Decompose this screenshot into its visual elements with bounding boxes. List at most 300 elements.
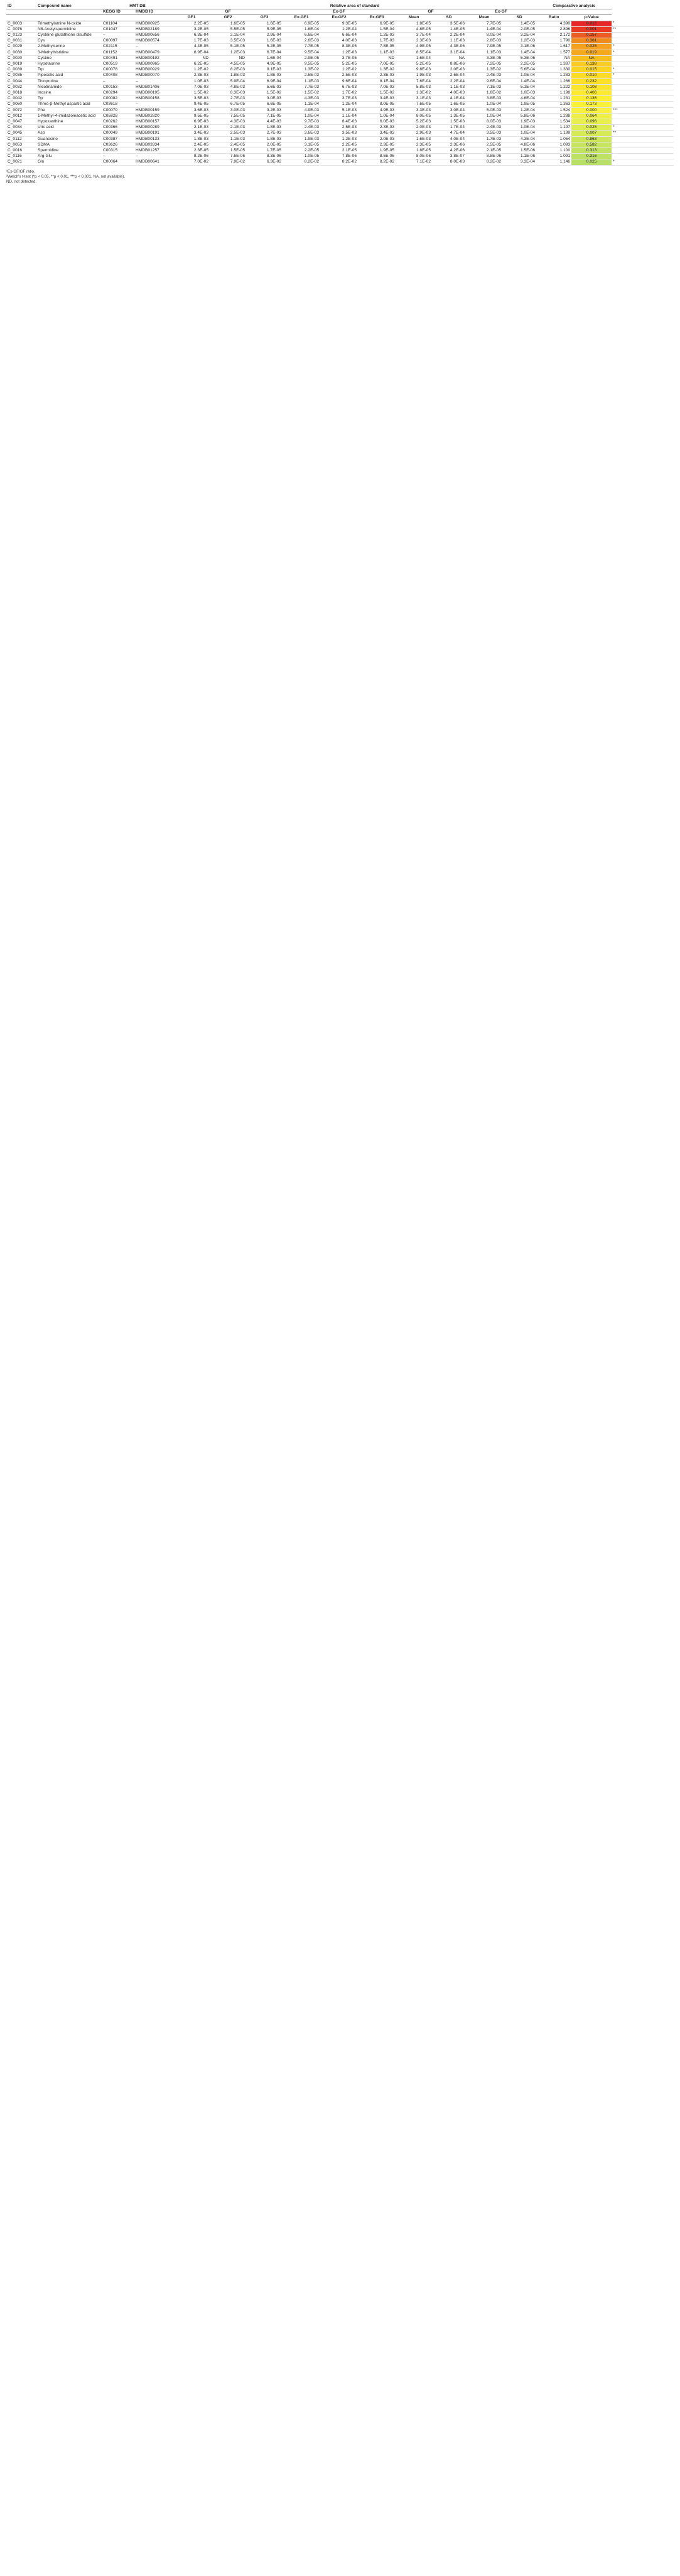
cell-value: 4.6E-04 xyxy=(502,96,536,102)
cell-value: 1.288 xyxy=(536,113,571,119)
header-relative-area: Relative area of standard xyxy=(173,4,536,9)
cell-compound: Nicotinamide xyxy=(36,84,102,90)
cell-hmdb: HMDB00157 xyxy=(134,119,173,125)
header-exgf-group: Ex-GF xyxy=(283,9,396,15)
cell-kegg: – xyxy=(102,33,134,38)
header-gf-summary: GF xyxy=(396,9,466,15)
cell-significance xyxy=(612,38,674,44)
cell-id: C_0123 xyxy=(6,33,36,38)
table-row xyxy=(6,44,674,50)
cell-value: 1.199 xyxy=(536,131,571,136)
cell-value: 7.0E-03 xyxy=(173,84,210,90)
cell-value: 2.3E-05 xyxy=(358,142,396,148)
cell-value: 3.0E-04 xyxy=(432,107,466,113)
cell-value: 1.1E-03 xyxy=(358,50,396,55)
cell-value: 2.0E-03 xyxy=(432,67,466,73)
cell-hmdb: HMDB03334 xyxy=(134,142,173,148)
cell-value: 7.1E-03 xyxy=(466,84,502,90)
cell-p-value: 0.001 xyxy=(571,26,612,32)
header-col-gf2: GF2 xyxy=(210,15,246,21)
cell-p-value: 0.313 xyxy=(571,148,612,154)
cell-hmdb: HMDB00925 xyxy=(134,21,173,26)
cell-compound: Threo-β-Methyl aspartic acid xyxy=(36,102,102,107)
cell-kegg: C00491 xyxy=(102,55,134,61)
cell-compound: Asp xyxy=(36,131,102,136)
cell-value: 1.3E-02 xyxy=(358,67,396,73)
cell-hmdb: HMDB00133 xyxy=(134,136,173,142)
cell-value: 4.9E-03 xyxy=(358,107,396,113)
cell-value: 1.7E-02 xyxy=(320,90,358,96)
cell-value: 3.8E-07 xyxy=(432,154,466,159)
cell-value: 2.1E-05 xyxy=(466,148,502,154)
cell-value: 1.0E-05 xyxy=(283,154,320,159)
header-col-ex-gf3: Ex-GF3 xyxy=(358,15,396,21)
cell-value: 1.2E-02 xyxy=(173,67,210,73)
cell-value: 6.3E-02 xyxy=(246,159,283,165)
cell-value: 6.9E-05 xyxy=(283,21,320,26)
cell-value: 8.0E-03 xyxy=(466,119,502,125)
cell-id: C_0021 xyxy=(6,159,36,165)
cell-p-value: 0.015 xyxy=(571,67,612,73)
cell-value: 1.0E-04 xyxy=(283,113,320,119)
cell-value: 2.5E-03 xyxy=(320,73,358,78)
cell-value: 5.6E-03 xyxy=(246,84,283,90)
cell-significance: * xyxy=(612,67,674,73)
cell-p-value: 0.316 xyxy=(571,154,612,159)
cell-value: 1.5E-02 xyxy=(358,90,396,96)
cell-value: 2.9E-05 xyxy=(283,55,320,61)
cell-value: 2.4E-03 xyxy=(283,125,320,131)
cell-value: 1.2E-04 xyxy=(320,102,358,107)
cell-value: 1.8E-05 xyxy=(396,148,432,154)
cell-value: 1.5E-05 xyxy=(210,148,246,154)
table-row xyxy=(6,50,674,55)
cell-compound: Tyr xyxy=(36,96,102,102)
cell-kegg: C00049 xyxy=(102,131,134,136)
cell-value: 3.4E-03 xyxy=(358,96,396,102)
cell-value: 1.0E-04 xyxy=(466,102,502,107)
cell-value: 1.0E-04 xyxy=(502,131,536,136)
cell-value: 9.5E-04 xyxy=(283,50,320,55)
cell-value: 3.6E-03 xyxy=(283,131,320,136)
cell-value: 2.3E-03 xyxy=(173,73,210,78)
header-comparative: Comparative analysis xyxy=(536,4,612,9)
cell-significance xyxy=(612,84,674,90)
cell-value: 5.0E-03 xyxy=(466,107,502,113)
cell-value: 1.1E-06 xyxy=(502,154,536,159)
cell-value: 2.3E-06 xyxy=(432,142,466,148)
table-page xyxy=(6,0,674,185)
cell-value: 9.8E-03 xyxy=(396,67,432,73)
header-col-ratio: Ratio xyxy=(536,15,571,21)
cell-value: 1.231 xyxy=(536,96,571,102)
cell-kegg: C03626 xyxy=(102,142,134,148)
cell-value: 1.2E-03 xyxy=(358,33,396,38)
cell-hmdb: HMDB02820 xyxy=(134,113,173,119)
cell-value: 8.0E-04 xyxy=(466,33,502,38)
cell-hmdb: HMDB02189 xyxy=(134,26,173,32)
cell-value: 3.7E-04 xyxy=(396,33,432,38)
cell-id: C_0112 xyxy=(6,136,36,142)
cell-value: 1.577 xyxy=(536,50,571,55)
cell-value: 3.4E-03 xyxy=(358,131,396,136)
cell-p-value: NA xyxy=(571,55,612,61)
cell-value: 1.4E-04 xyxy=(502,78,536,84)
cell-value: 4.8E-03 xyxy=(210,84,246,90)
cell-value: 6.6E-05 xyxy=(246,102,283,107)
cell-p-value: 0.138 xyxy=(571,62,612,67)
header-col-mean: Mean xyxy=(466,15,502,21)
header-col-gf1: GF1 xyxy=(173,15,210,21)
cell-value: 2.9E-04 xyxy=(246,33,283,38)
cell-compound: Phe xyxy=(36,107,102,113)
cell-value: 2.5E-03 xyxy=(320,125,358,131)
cell-value: 7.7E-03 xyxy=(283,84,320,90)
cell-value: 3.2E-03 xyxy=(246,107,283,113)
cell-value: 7.8E-06 xyxy=(320,154,358,159)
cell-value: 2.896 xyxy=(536,26,571,32)
cell-value: 1.9E-03 xyxy=(396,73,432,78)
cell-value: 2.9E-03 xyxy=(396,131,432,136)
cell-value: 1.1E-04 xyxy=(320,113,358,119)
cell-value: 8.0E-06 xyxy=(396,154,432,159)
cell-hmdb: HMDB00574 xyxy=(134,38,173,44)
cell-hmdb: HMDB00158 xyxy=(134,96,173,102)
cell-p-value: 0.361 xyxy=(571,38,612,44)
cell-p-value: 0.173 xyxy=(571,102,612,107)
cell-value: 2.4E-05 xyxy=(173,142,210,148)
cell-kegg: C01104 xyxy=(102,21,134,26)
cell-value: 4.4E-03 xyxy=(246,119,283,125)
cell-value: 1.7E-03 xyxy=(466,136,502,142)
cell-kegg: – xyxy=(102,154,134,159)
cell-value: 3.5E-03 xyxy=(210,38,246,44)
cell-value: 1.6E-05 xyxy=(432,102,466,107)
cell-value: 7.6E-04 xyxy=(396,78,432,84)
cell-value: 1.0E-03 xyxy=(173,78,210,84)
cell-value: 1.6E-04 xyxy=(283,26,320,32)
cell-significance: * xyxy=(612,21,674,26)
cell-compound: Arg-Glu xyxy=(36,154,102,159)
cell-id: C_0047 xyxy=(6,119,36,125)
cell-value: 1.8E-03 xyxy=(210,73,246,78)
cell-value: 3.1E-04 xyxy=(432,50,466,55)
cell-compound: Spermidine xyxy=(36,148,102,154)
cell-value: ND xyxy=(358,55,396,61)
cell-value: 2.3E-05 xyxy=(173,148,210,154)
cell-value: 4.8E-06 xyxy=(502,142,536,148)
cell-value: 2.4E-03 xyxy=(466,73,502,78)
cell-significance xyxy=(612,142,674,148)
header-col-mean: Mean xyxy=(396,15,432,21)
cell-id: C_0030 xyxy=(6,50,36,55)
cell-value: 2.3E-03 xyxy=(358,73,396,78)
cell-compound: Hypotaurine xyxy=(36,62,102,67)
table-row xyxy=(6,26,674,32)
cell-significance xyxy=(612,55,674,61)
cell-hmdb: – xyxy=(134,44,173,50)
table-row xyxy=(6,73,674,78)
cell-value: 8.5E-06 xyxy=(358,154,396,159)
cell-value: 4.5E-05 xyxy=(210,62,246,67)
cell-kegg: C00064 xyxy=(102,159,134,165)
cell-value: 3.5E-03 xyxy=(320,131,358,136)
cell-p-value: 0.016 xyxy=(571,21,612,26)
cell-id: C_0035 xyxy=(6,73,36,78)
cell-value: 3.3E-03 xyxy=(396,107,432,113)
cell-value: 6.2E-05 xyxy=(173,62,210,67)
cell-p-value: 0.232 xyxy=(571,78,612,84)
cell-id: C_0018 xyxy=(6,90,36,96)
cell-value: 1.7E-04 xyxy=(432,125,466,131)
cell-significance: * xyxy=(612,50,674,55)
cell-value: 1.4E-05 xyxy=(502,21,536,26)
table-row xyxy=(6,38,674,44)
cell-value: 4.3E-04 xyxy=(502,136,536,142)
cell-p-value: 0.019 xyxy=(571,50,612,55)
cell-value: 3.3E-05 xyxy=(466,55,502,61)
cell-value: 7.8E-05 xyxy=(358,44,396,50)
cell-value: 1.617 xyxy=(536,44,571,50)
cell-value: 4.3E-03 xyxy=(210,119,246,125)
cell-value: 9.3E-05 xyxy=(320,21,358,26)
cell-value: 9.6E-04 xyxy=(466,78,502,84)
cell-value: 2.1E-05 xyxy=(320,148,358,154)
cell-value: 1.8E-05 xyxy=(396,21,432,26)
cell-value: 1.0E-03 xyxy=(502,90,536,96)
cell-value: 1.3E-05 xyxy=(432,113,466,119)
cell-id: C_0116 xyxy=(6,154,36,159)
cell-value: 4.2E-06 xyxy=(432,148,466,154)
cell-value: 2.4E-03 xyxy=(466,125,502,131)
cell-value: 7.7E-05 xyxy=(466,21,502,26)
cell-p-value: 0.007 xyxy=(571,131,612,136)
cell-value: 1.6E-04 xyxy=(396,55,432,61)
cell-compound: Uric acid xyxy=(36,125,102,131)
cell-hmdb: – xyxy=(134,102,173,107)
cell-value: 1.3E-02 xyxy=(283,67,320,73)
cell-value: 3.1E-06 xyxy=(502,44,536,50)
cell-kegg: C01047 xyxy=(102,26,134,32)
cell-compound: SDMA xyxy=(36,142,102,148)
cell-value: 1.5E-04 xyxy=(358,26,396,32)
cell-value: 7.1E-02 xyxy=(396,159,432,165)
cell-hmdb: HMDB00195 xyxy=(134,90,173,96)
cell-value: 1.197 xyxy=(536,125,571,131)
table-row xyxy=(6,21,674,26)
cell-significance: * xyxy=(612,44,674,50)
cell-p-value: 0.157 xyxy=(571,33,612,38)
cell-value: 2.8E-03 xyxy=(466,38,502,44)
cell-value: 8.8E-06 xyxy=(432,62,466,67)
cell-value: 1.1E-03 xyxy=(283,78,320,84)
cell-value: 2.3E-05 xyxy=(396,142,432,148)
cell-p-value: 0.406 xyxy=(571,90,612,96)
cell-value: 1.5E-02 xyxy=(283,90,320,96)
cell-hmdb: HMDB00070 xyxy=(134,73,173,78)
cell-value: 1.4E-05 xyxy=(432,26,466,32)
cell-id: C_0032 xyxy=(6,84,36,90)
cell-value: 1.283 xyxy=(536,73,571,78)
cell-value: 6.7E-03 xyxy=(320,84,358,90)
cell-value: 8.2E-03 xyxy=(210,67,246,73)
header-gf-group: GF xyxy=(173,9,283,15)
table-row xyxy=(6,119,674,125)
cell-value: 1.8E-03 xyxy=(246,125,283,131)
cell-value: 3.5E-03 xyxy=(466,131,502,136)
cell-value: 3.4E-03 xyxy=(173,131,210,136)
cell-value: 8.2E-02 xyxy=(466,159,502,165)
cell-value: 6.9E-04 xyxy=(173,50,210,55)
cell-p-value: 0.863 xyxy=(571,136,612,142)
table-row xyxy=(6,148,674,154)
table-body xyxy=(6,21,674,165)
header-id: ID xyxy=(6,4,36,9)
cell-hmdb: HMDB00641 xyxy=(134,159,173,165)
cell-value: 6.7E-05 xyxy=(210,102,246,107)
cell-kegg: – xyxy=(102,78,134,84)
cell-value: 1.387 xyxy=(536,62,571,67)
cell-value: 2.5E-05 xyxy=(466,142,502,148)
table-row xyxy=(6,142,674,148)
metabolite-table xyxy=(6,4,674,166)
header-col-sd: SD xyxy=(432,15,466,21)
table-row xyxy=(6,90,674,96)
cell-value: 3.7E-03 xyxy=(320,96,358,102)
cell-value: 2.1E-04 xyxy=(210,33,246,38)
cell-value: 2.2E-04 xyxy=(432,78,466,84)
footnote: ²Welch's t-test (*p < 0.05, **p < 0.01, ***p < 0.001, NA, not available). xyxy=(6,174,126,179)
cell-value: 1.091 xyxy=(536,154,571,159)
cell-value: 5.9E-04 xyxy=(210,78,246,84)
cell-value: 7.2E-05 xyxy=(466,62,502,67)
cell-kegg: C01152 xyxy=(102,50,134,55)
cell-value: 2.2E-05 xyxy=(502,62,536,67)
cell-kegg: C02115 xyxy=(102,44,134,50)
cell-value: 7.9E-02 xyxy=(210,159,246,165)
cell-value: 5.8E-06 xyxy=(502,113,536,119)
cell-significance xyxy=(612,136,674,142)
cell-kegg: C00078 xyxy=(102,67,134,73)
cell-value: 3.0E-03 xyxy=(210,107,246,113)
cell-compound: N8-Acetylspermidine xyxy=(36,26,102,32)
cell-value: 1.9E-05 xyxy=(358,148,396,154)
cell-id: C_0012 xyxy=(6,113,36,119)
cell-value: 8.0E-05 xyxy=(396,113,432,119)
table-row xyxy=(6,113,674,119)
cell-kegg: C00294 xyxy=(102,90,134,96)
cell-value: 1.6E-04 xyxy=(246,55,283,61)
cell-value: 9.4E-05 xyxy=(173,102,210,107)
cell-value: 4.0E-03 xyxy=(432,90,466,96)
cell-value: 6.9E-05 xyxy=(358,21,396,26)
table-row xyxy=(6,84,674,90)
table-row xyxy=(6,107,674,113)
cell-value: 1.146 xyxy=(536,159,571,165)
table-row xyxy=(6,62,674,67)
cell-value: 2.172 xyxy=(536,33,571,38)
cell-value: 8.3E-05 xyxy=(320,44,358,50)
cell-value: 6.3E-04 xyxy=(173,33,210,38)
cell-compound: Inosine xyxy=(36,90,102,96)
cell-id: C_0076 xyxy=(6,26,36,32)
cell-kegg: C00315 xyxy=(102,148,134,154)
cell-value: 2.7E-03 xyxy=(210,96,246,102)
cell-value: 1.2E-03 xyxy=(320,136,358,142)
cell-value: 4.390 xyxy=(536,21,571,26)
cell-value: 9.1E-03 xyxy=(246,67,283,73)
header-col-p-value: p-Value xyxy=(571,15,612,21)
cell-value: 5.1E-05 xyxy=(210,44,246,50)
cell-value: 1.7E-05 xyxy=(246,148,283,154)
cell-value: 1.266 xyxy=(536,78,571,84)
cell-id: C_0020 xyxy=(6,55,36,61)
cell-value: 1.0E-04 xyxy=(502,125,536,131)
cell-value: 9.6E-04 xyxy=(320,78,358,84)
cell-value: 2.0E-05 xyxy=(246,142,283,148)
cell-id: C_0003 xyxy=(6,21,36,26)
header-col-ex-gf1: Ex-GF1 xyxy=(283,15,320,21)
cell-value: 6.6E-04 xyxy=(320,33,358,38)
cell-value: 2.3E-03 xyxy=(358,125,396,131)
cell-significance xyxy=(612,148,674,154)
header-col-gf3: GF3 xyxy=(246,15,283,21)
cell-value: 6.0E-03 xyxy=(358,119,396,125)
cell-value: 2.3E-03 xyxy=(396,38,432,44)
cell-significance xyxy=(612,96,674,102)
cell-kegg: C00408 xyxy=(102,73,134,78)
cell-value: 1.5E-02 xyxy=(173,90,210,96)
cell-value: 3.2E-05 xyxy=(173,26,210,32)
cell-value: 2.2E-04 xyxy=(432,33,466,38)
cell-value: 7.0E-03 xyxy=(358,84,396,90)
cell-value: 2.1E-03 xyxy=(173,125,210,131)
footnote: ND, not detected. xyxy=(6,179,37,184)
cell-value: 8.8E-06 xyxy=(466,154,502,159)
cell-id: C_0072 xyxy=(6,107,36,113)
cell-value: 7.9E-05 xyxy=(466,44,502,50)
cell-value: 1.1E-03 xyxy=(466,50,502,55)
cell-value: 2.0E-05 xyxy=(502,26,536,32)
cell-compound: Pipecolic acid xyxy=(36,73,102,78)
cell-value: 1.5E-06 xyxy=(502,148,536,154)
cell-kegg: C00366 xyxy=(102,125,134,131)
cell-value: 1.6E-05 xyxy=(210,21,246,26)
cell-p-value: 0.010 xyxy=(571,73,612,78)
cell-value: 1.8E-03 xyxy=(246,73,283,78)
cell-value: 1.2E-03 xyxy=(210,50,246,55)
cell-significance xyxy=(612,119,674,125)
cell-value: 2.7E-03 xyxy=(246,131,283,136)
cell-value: 1.2E-02 xyxy=(320,67,358,73)
cell-value: 1.1E-04 xyxy=(283,102,320,107)
cell-value: 1.0E-04 xyxy=(466,113,502,119)
cell-value: ND xyxy=(173,55,210,61)
cell-value: 7.7E-05 xyxy=(283,44,320,50)
cell-value: 2.0E-03 xyxy=(396,125,432,131)
cell-p-value: 0.096 xyxy=(571,119,612,125)
cell-value: 8.3E-06 xyxy=(246,154,283,159)
cell-value: 1.8E-03 xyxy=(173,136,210,142)
cell-significance: ** xyxy=(612,26,674,32)
cell-kegg: C00153 xyxy=(102,84,134,90)
cell-value: 8.3E-03 xyxy=(210,90,246,96)
cell-p-value: 0.025 xyxy=(571,159,612,165)
cell-value: 2.6E-04 xyxy=(432,73,466,78)
cell-value: 1.8E-03 xyxy=(246,136,283,142)
cell-value: 9.5E-05 xyxy=(283,62,320,67)
cell-kegg: C00387 xyxy=(102,136,134,142)
